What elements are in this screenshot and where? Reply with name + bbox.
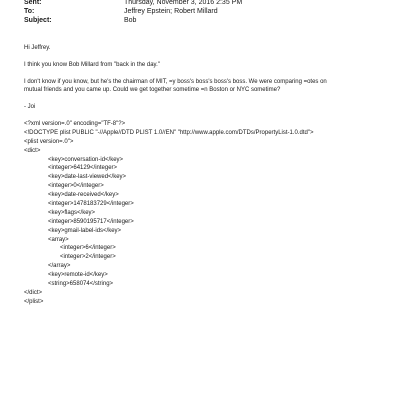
subject-label: Subject:	[24, 17, 52, 24]
xml-line: <array>	[48, 236, 69, 243]
paragraph-2-line-2: mutual friends and you came up. Could we get together sometime =n Boston or NYC sometime?	[24, 87, 281, 93]
sent-label: Sent:	[24, 0, 42, 6]
xml-line: </dict>	[24, 289, 43, 296]
xml-line: <!DOCTYPE plist PUBLIC "-//Apple//DTD PLIST 1.0//EN" "http://www.apple.com/DTDs/PropertyList-1.0.dtd">	[24, 129, 314, 136]
xml-line: <string>658074</string>	[48, 281, 114, 288]
email-body	[24, 44, 384, 307]
xml-line: <integer>1478183729</integer>	[48, 201, 134, 208]
paragraph-1: I think you know Bob Millard from "back in the day."	[24, 62, 160, 68]
signature: - Joi	[24, 104, 36, 110]
to-value: Jeffrey Epstein; Robert Millard	[124, 8, 218, 15]
xml-line: <integer>0</integer>	[48, 183, 104, 190]
xml-line: </array>	[48, 263, 71, 270]
xml-line: <key>remote-id</key>	[48, 272, 108, 279]
paragraph-2-line-1: I don't know if you know, but he's the chairman of MIT, =y boss's boss's boss's boss. We were comparing =otes on	[24, 79, 327, 85]
xml-plist-block	[24, 120, 384, 307]
xml-line: <key>conversation-id</key>	[48, 156, 124, 163]
xml-line: <integer>6</integer>	[60, 245, 116, 252]
xml-line: <plist version=.0">	[24, 138, 74, 145]
xml-line: <key>gmail-label-ids</key>	[48, 227, 122, 234]
xml-line: <integer>64129</integer>	[48, 165, 118, 172]
xml-line: </plist>	[24, 298, 44, 305]
xml-line: <key>date-received</key>	[48, 192, 119, 199]
xml-line: <?xml version=.0" encoding="TF-8"?>	[24, 121, 126, 127]
greeting: Hi Jeffrey.	[24, 45, 51, 51]
sent-value: Thursday, November 3, 2016 2:35 PM	[124, 0, 243, 6]
xml-line: <key>date-last-viewed</key>	[48, 174, 127, 181]
xml-line: <integer>2</integer>	[60, 254, 116, 261]
to-label: To:	[24, 8, 35, 15]
xml-line: <integer>8590195717</integer>	[48, 218, 134, 225]
subject-value: Bob	[124, 17, 137, 24]
xml-line: <key>flags</key>	[48, 209, 96, 216]
xml-line: <dict>	[24, 147, 41, 154]
